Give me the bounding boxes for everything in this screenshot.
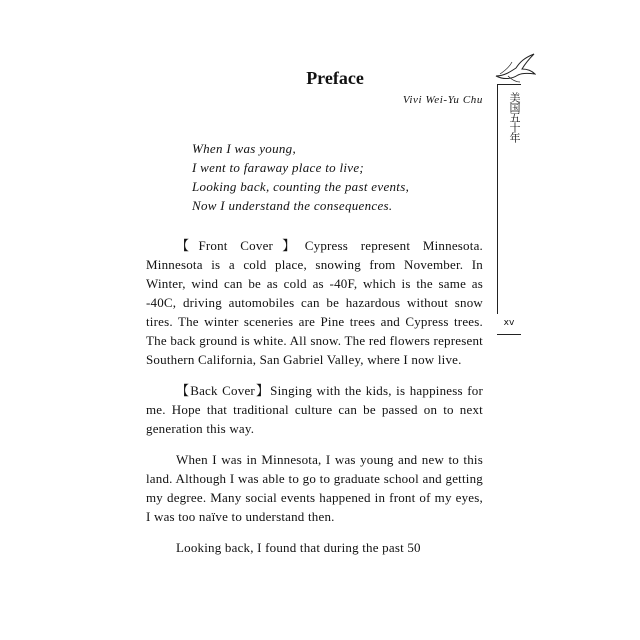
page-title: Preface [306, 68, 364, 88]
poem-line: I went to faraway place to live; [192, 160, 365, 175]
page-number: xv [503, 318, 515, 328]
author-name: Vivi Wei-Yu Chu [402, 94, 483, 106]
paragraph-looking-back: Looking back, I found that during the past 50 [176, 540, 421, 555]
margin-rule-top [497, 84, 521, 85]
poem [192, 139, 492, 215]
poem-line: Now I understand the consequences. [192, 198, 393, 213]
bird-icon [494, 52, 536, 84]
margin-label: 美国五十年 [508, 92, 521, 142]
margin-rule-vertical [497, 84, 498, 314]
paragraph-front-cover: 【Front Cover】Cypress represent Minnesota. Minnesota is a cold place, snowing from November. In Winter, wind can be as cold as -40F, which is the same as -40C, driving automobiles can be hazardous without snow tires. The winter sceneries are Pine trees and Cypress trees. The back ground is white. All snow. The red flowers represent Southern California, San Gabriel Valley, where I now live. [146, 238, 483, 367]
poem-line: Looking back, counting the past events, [192, 179, 410, 194]
paragraph-back-cover: 【Back Cover】Singing with the kids, is happiness for me. Hope that traditional culture can be passed on to next generation this way. [146, 383, 483, 436]
paragraph-minnesota: When I was in Minnesota, I was young and new to this land. Although I was able to go to graduate school and getting my degree. Many social events happened in front of my eyes, I was too naïve to understand then. [146, 452, 483, 524]
poem-line: When I was young, [192, 141, 297, 156]
body-text [146, 236, 483, 569]
margin-rule-bottom [497, 334, 521, 335]
